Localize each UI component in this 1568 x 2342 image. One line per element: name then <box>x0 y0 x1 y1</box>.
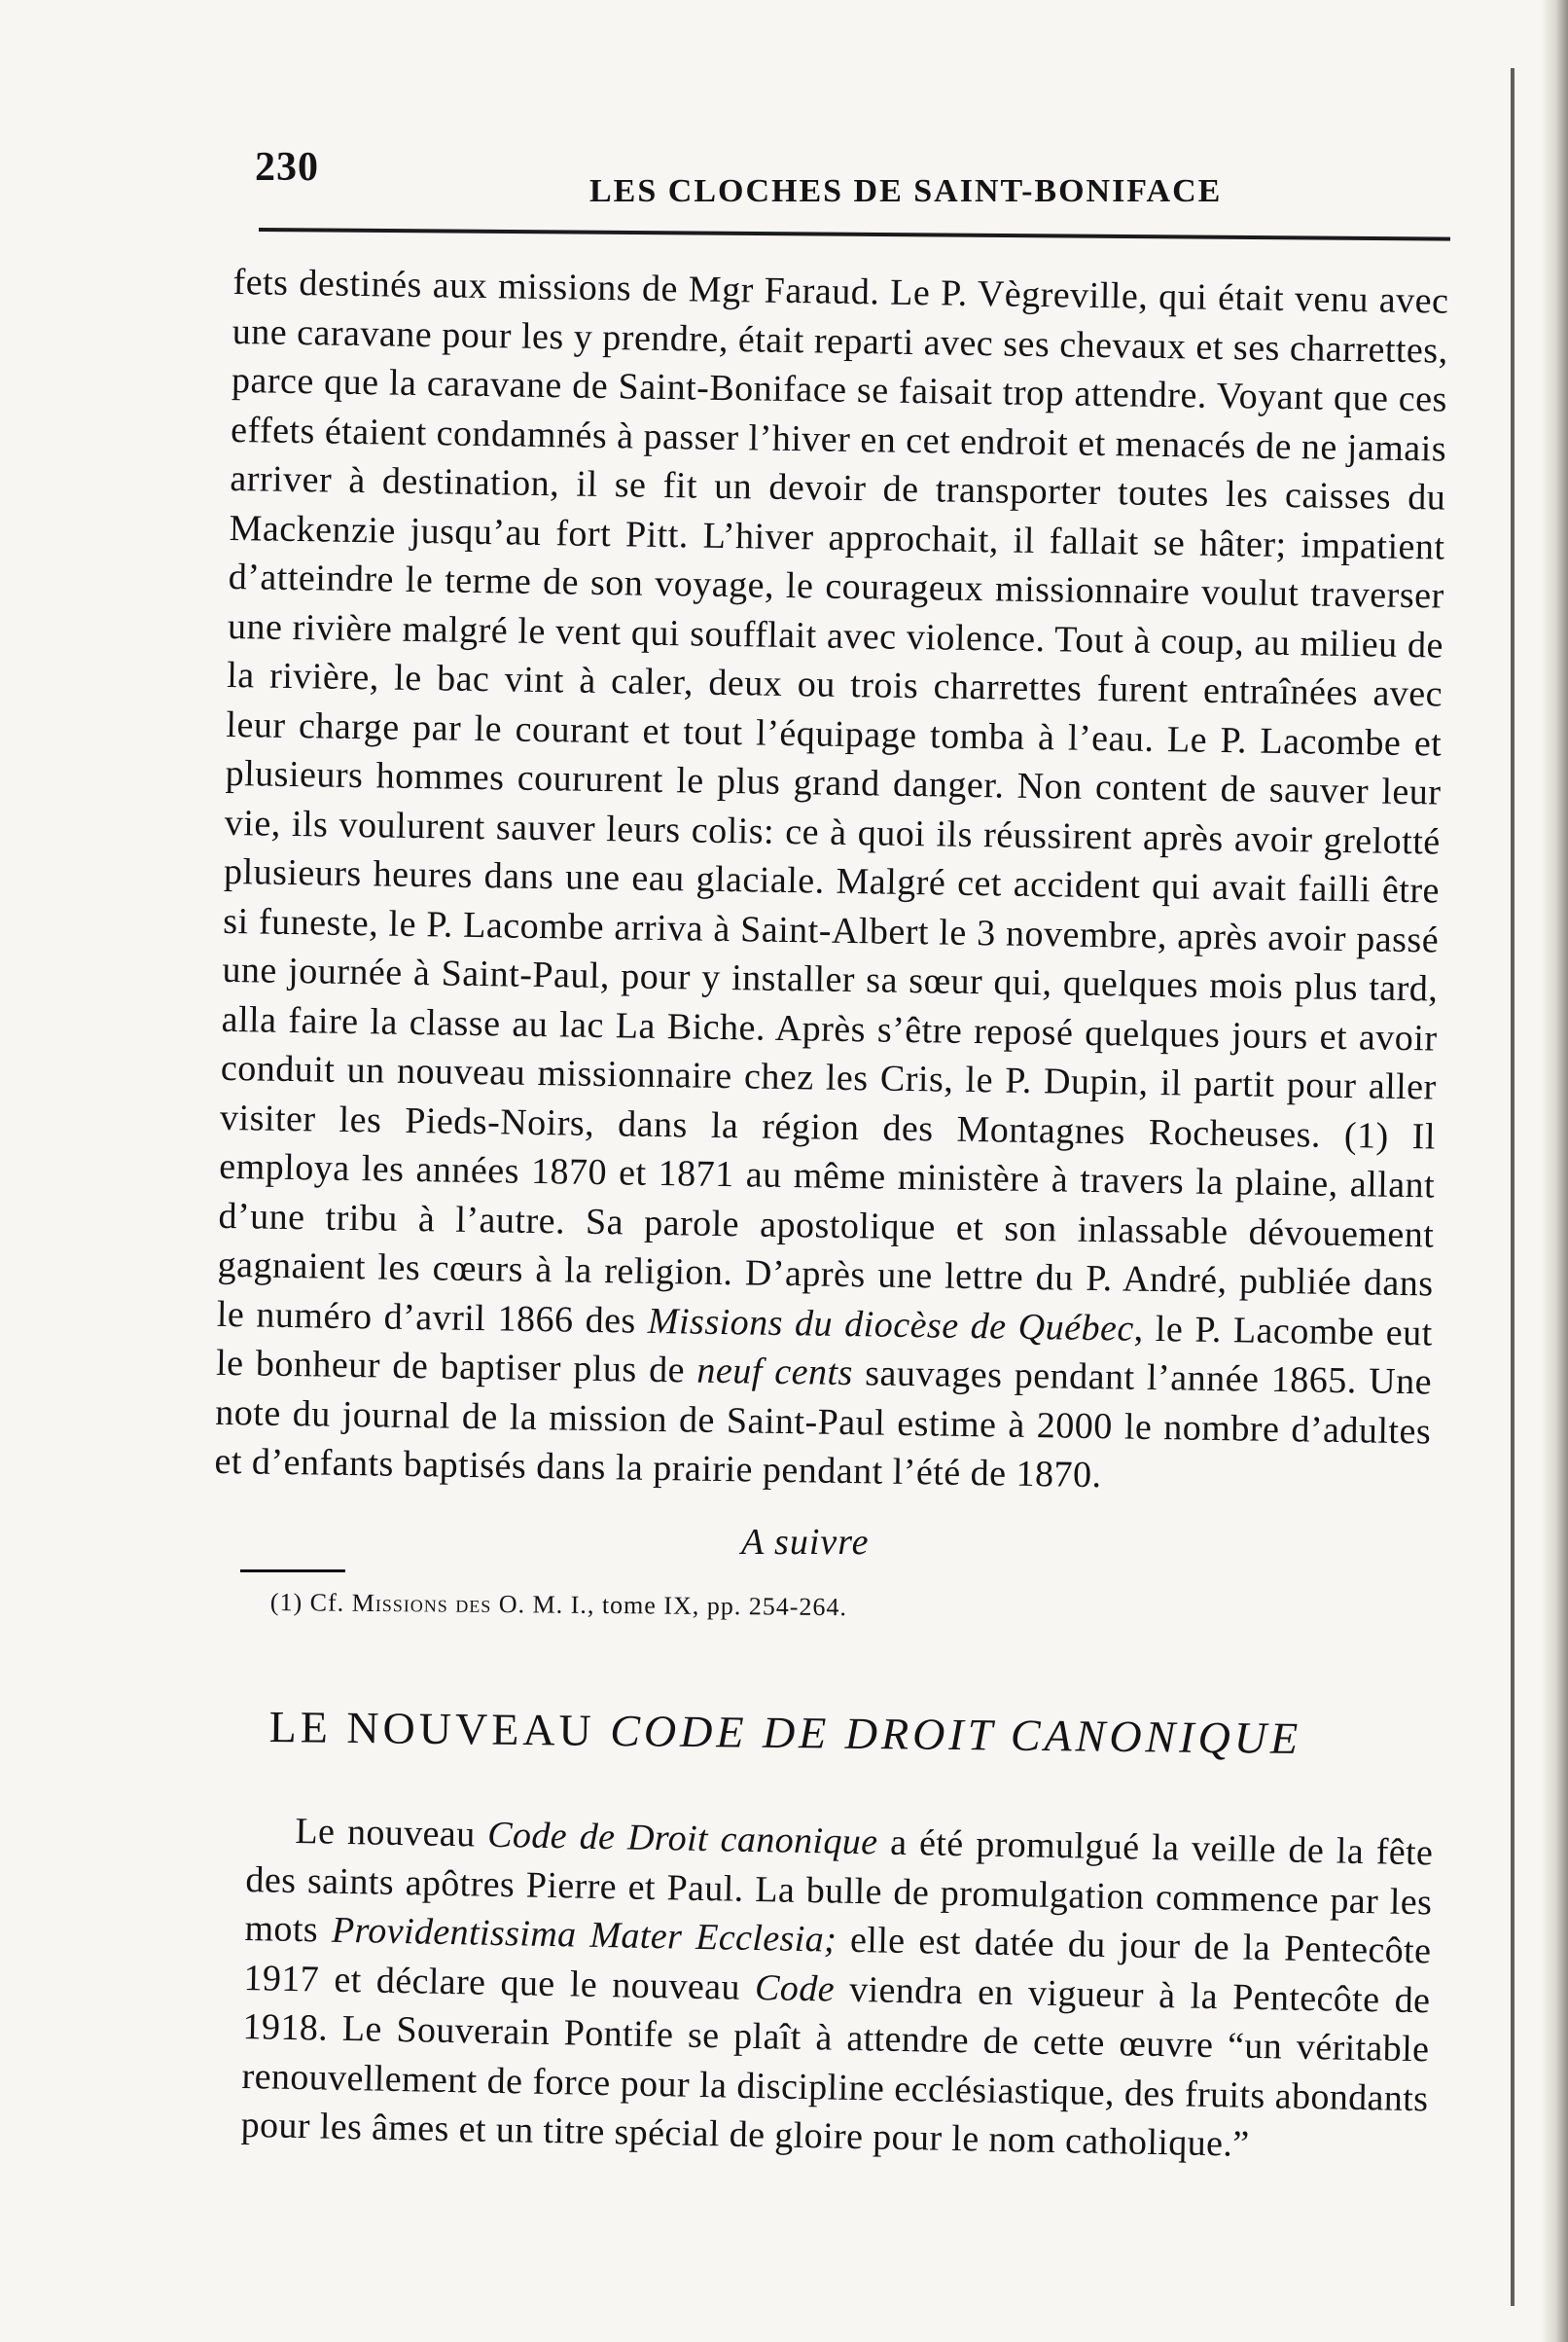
neuf-cents-emphasis: neuf cents <box>696 1350 854 1394</box>
running-head: LES CLOCHES DE SAINT-BONIFACE <box>589 173 1223 209</box>
article-text-main: fets destinés aux missions de Mgr Faraud. Le P. Vègreville, qui était venu avec une caravane pour les y prendre, était reparti avec ses chevaux et ses charrettes, parce que la caravane de Saint-Boniface se faisait trop attendre. Voyant que ces effets étaient condamnés à passer l’hiver en cet endroit et menacés de ne jamais arriver à destination, il se fit un devoir de transporter toutes les caisses du Mackenzie jusqu’au fort Pitt. L’hiver approchait, il fallait se hâter; impatient d’atteindre le terme de son voyage, le courageux missionnaire voulut traverser une rivière malgré le vent qui soufflait avec violence. Tout à coup, au milieu de la rivière, le bac vint à caler, deux ou trois charrettes furent entraînées avec leur charge par le courant et tout l’équipage tomba à l’eau. Le P. Lacombe et plusieurs hommes coururent le plus grand danger. Non content de sauver leur vie, ils voulurent sauver leurs colis: ce à quoi ils réussirent après avoir grelotté plusieurs heures dans une eau glaciale. Malgré cet accident qui avait failli être si funeste, le P. Lacombe arriva à Saint-Albert le 3 novembre, après avoir passé une journée à Saint-Paul, pour y installer sa sœur qui, quelques mois plus tard, alla faire la classe au lac La Biche. Après s’être reposé quelques jours et avoir conduit un nouveau missionnaire chez les Cris, le P. Dupin, il partit pour aller visiter les Pieds-Noirs, dans la région des Montagnes Rocheuses. (1) Il employa les années 1870 et 1871 au même ministère à travers la plaine, allant d’une tribu à l’autre. Sa parole apostolique et son inlassable dévouement gagnaient les cœurs à la religion. D’après une lettre du P. André, publiée dans le numéro d’avril 1866 <box>216 261 1449 1341</box>
footnote-cf: Cf. <box>309 1588 352 1617</box>
section-text-after-code: a été promulgué la veille de la fête des saints apôtres Pierre et Paul. La bulle de promulgation commence par les mots <box>244 1821 1434 1951</box>
footnote <box>270 1588 847 1622</box>
section-text-after-bull: elle est datée du jour de la Pentecôte 1917 et déclare que le nouveau <box>243 1919 1432 2008</box>
bull-title-italic: Providentissima Mater Ecclesia; <box>331 1909 837 1961</box>
article-continuation <box>214 258 1449 1505</box>
code-title-italic: Code de Droit canonique <box>486 1814 878 1863</box>
article-paragraph <box>214 258 1449 1505</box>
code-word-italic: Code <box>754 1966 836 2010</box>
section-text-end: viendra en vigueur à la Pentecôte de 1918. Le Souverain Pontife se plaît à attendre de cette œuvre “un véritable renouvellement de force pour la discipline ecclésiastique, des fruits abondants pour les âmes et un titre spécial de gloire pour le nom catholique.” <box>240 1968 1431 2165</box>
article-text-des: des <box>585 1299 649 1342</box>
article-text-after-missions: , le P. Lacombe eut le bonheur de baptiser plus de <box>215 1308 1434 1391</box>
section-title-italic: CODE DE DROIT CANONIQUE <box>610 1705 1302 1764</box>
section-title <box>268 1701 1388 1765</box>
footnote-reference: , tome IX, pp. 254-264. <box>587 1590 848 1622</box>
footnote-rule <box>240 1569 345 1572</box>
section-body <box>240 1806 1434 2173</box>
section-text-start: Le nouveau <box>295 1810 488 1856</box>
section-paragraph <box>240 1806 1434 2173</box>
binding-edge-line <box>1511 68 1515 2306</box>
section-title-plain: LE NOUVEAU <box>268 1701 611 1755</box>
page-edge-shadow <box>1541 0 1568 2342</box>
to-follow-note: A suivre <box>741 1522 870 1563</box>
article-text-end: sauvages pendant l’année 1865. Une note du journal de la mission de Saint-Paul estime à 2000 le nombre d’adultes et d’enfants baptisés dans la prairie pendant l’été de 1870. <box>214 1352 1433 1496</box>
page-header <box>239 144 1455 232</box>
footnote-source: Missions des O. M. I. <box>351 1588 588 1619</box>
missions-journal-title: Missions du diocèse de Québec <box>647 1300 1135 1350</box>
footnote-marker: (1) <box>269 1588 303 1617</box>
page-number: 230 <box>255 145 319 190</box>
header-rule <box>259 228 1450 241</box>
